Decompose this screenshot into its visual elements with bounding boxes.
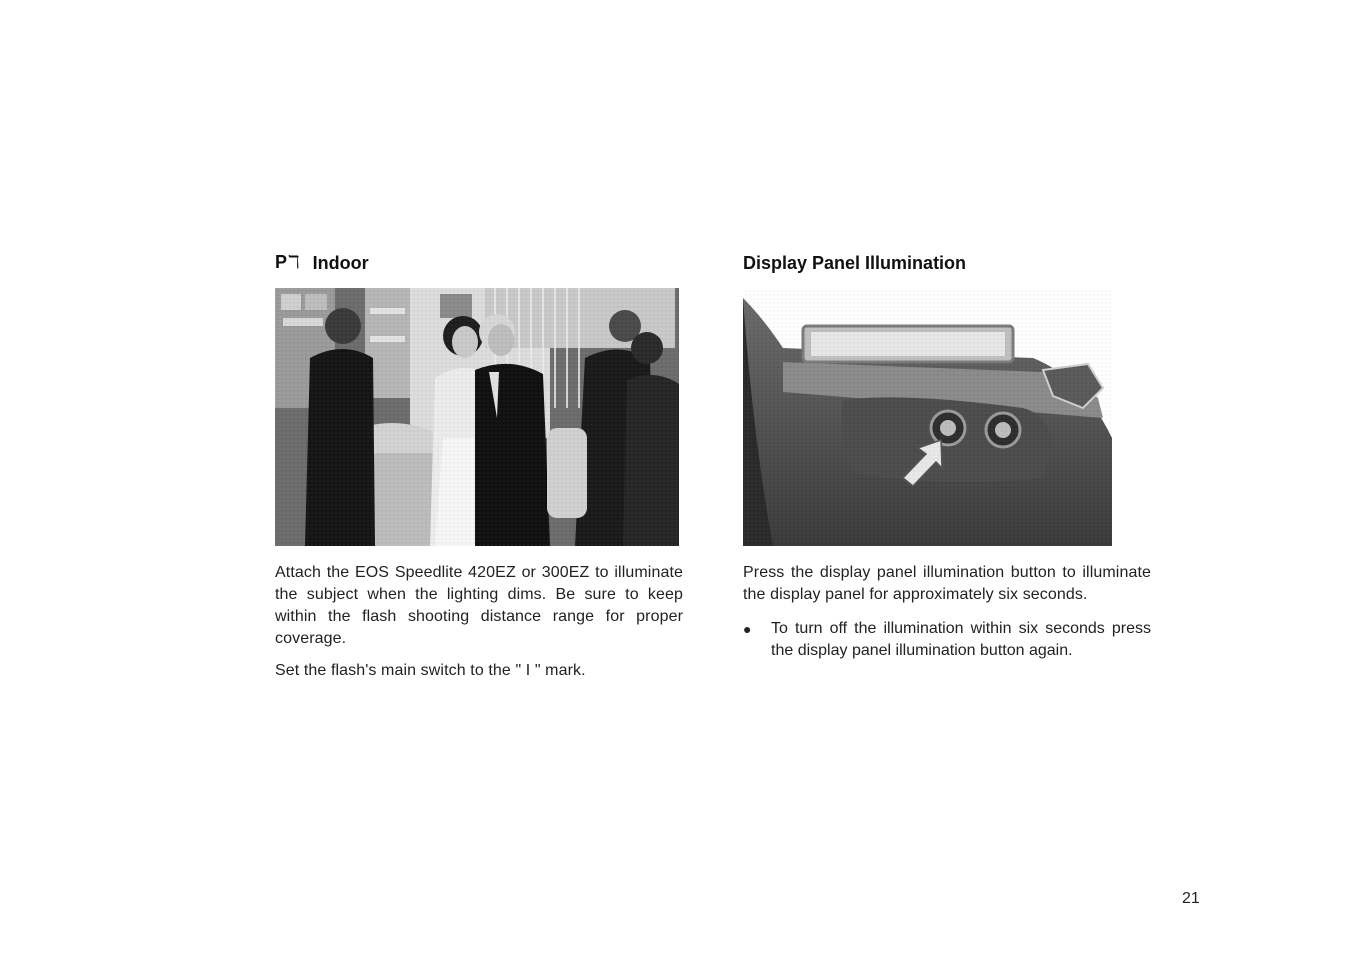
mode-label: Pℸ [275, 252, 301, 273]
page-number: 21 [1182, 890, 1200, 907]
indoor-paragraph-1: Attach the EOS Speedlite 420EZ or 300EZ to illuminate the subject when the lighting dims. Be sure to keep within the flash shooting distance range for proper coverage. [275, 564, 683, 647]
display-panel-paragraph: Press the display panel illumination button to illuminate the display panel for approximately six seconds. [743, 564, 1151, 603]
bullet-item [743, 618, 1151, 662]
indoor-paragraph-2: Set the flash's main switch to the " I " mark. [275, 662, 586, 679]
camera-closeup-illustration [743, 288, 1112, 546]
indoor-heading [275, 240, 683, 274]
bullet-text: To turn off the illumination within six seconds press the display panel illumination button again. [771, 620, 1151, 659]
left-column [275, 240, 683, 682]
camera-illumination-button-photo [743, 288, 1112, 546]
indoor-party-illustration [275, 288, 679, 546]
indoor-mode-icon: ℸ [288, 252, 301, 273]
bullet-dot-icon: ● [743, 621, 752, 637]
display-panel-heading [743, 240, 1151, 274]
indoor-title: Indoor [312, 253, 369, 273]
display-panel-title: Display Panel Illumination [743, 253, 967, 273]
right-column [743, 240, 1151, 662]
indoor-party-photo [275, 288, 679, 546]
